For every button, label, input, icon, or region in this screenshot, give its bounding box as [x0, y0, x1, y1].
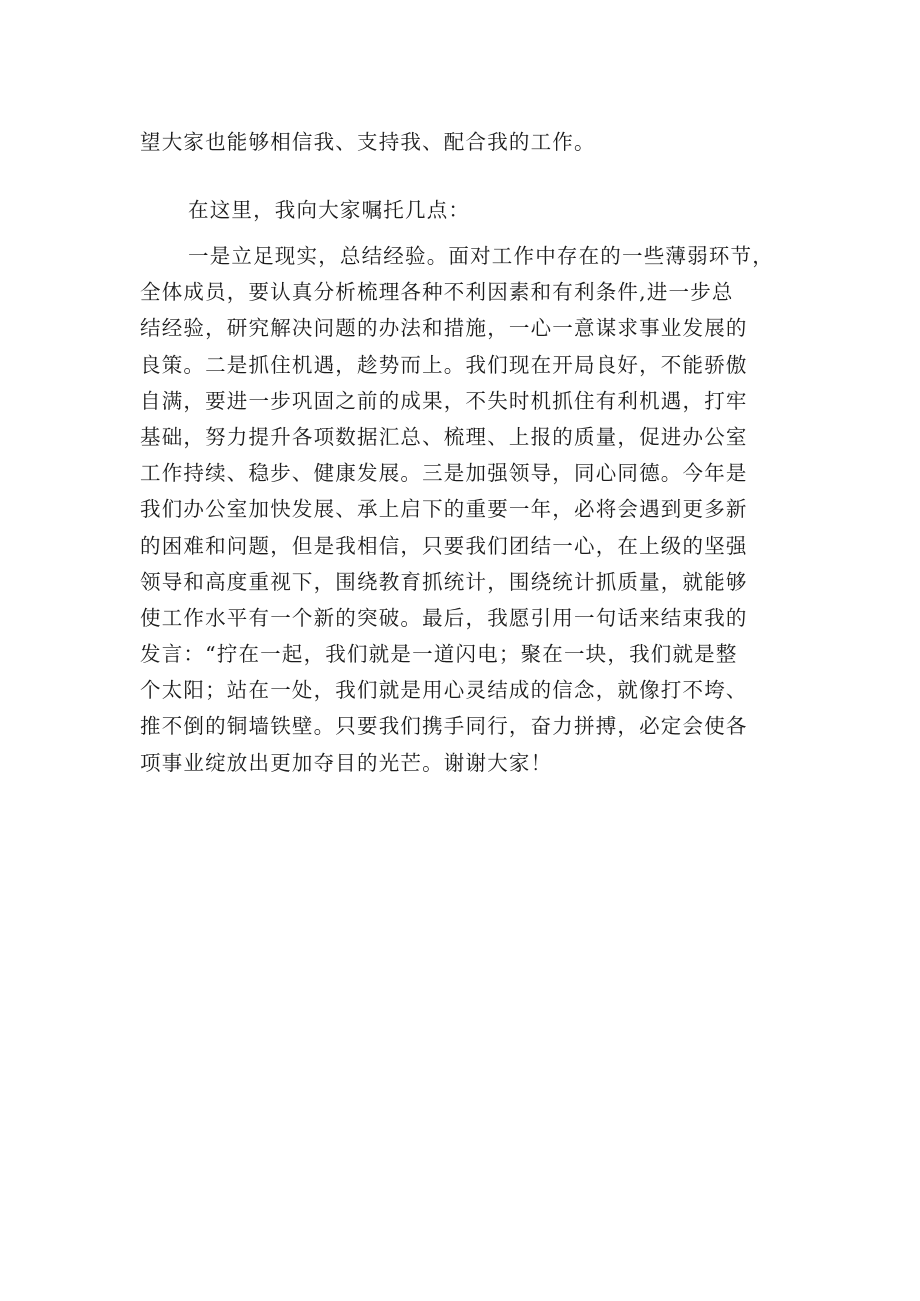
text-line: 良策。二是抓住机遇，趁势而上。我们现在开局良好，不能骄傲	[140, 352, 748, 377]
text-line: 自满，要进一步巩固之前的成果，不失时机抓住有利机遇，打牢	[140, 388, 748, 413]
text-line: 项事业绽放出更加夺目的光芒。谢谢大家！	[140, 750, 553, 775]
text-line: 在这里，我向大家嘱托几点：	[188, 198, 471, 222]
text-line: 基础，努力提升各项数据汇总、梳理、上报的质量，促进办公室	[140, 424, 748, 449]
text-line: 的困难和问题，但是我相信，只要我们团结一心，在上级的坚强	[140, 533, 748, 558]
text-line: 推不倒的铜墙铁壁。只要我们携手同行，奋力拼搏，必定会使各	[140, 714, 748, 739]
text-line: 我们办公室加快发展、承上启下的重要一年，必将会遇到更多新	[140, 497, 748, 522]
text-line: 结经验，研究解决问题的办法和措施，一心一意谋求事业发展的	[140, 316, 748, 341]
text-line: 使工作水平有一个新的突破。最后，我愿引用一句话来结束我的	[140, 605, 748, 630]
text-line: 发言：“拧在一起，我们就是一道闪电；聚在一块，我们就是整	[140, 642, 738, 667]
text-line: 个太阳；站在一处，我们就是用心灵结成的信念，就像打不垮、	[140, 678, 748, 703]
text-line: 领导和高度重视下，围绕教育抓统计，围绕统计抓质量，就能够	[140, 569, 748, 594]
text-line: 一是立足现实，总结经验。面对工作中存在的一些薄弱环节，	[188, 244, 774, 268]
text-line: 望大家也能够相信我、支持我、配合我的工作。	[140, 130, 596, 154]
paragraph-intro	[140, 192, 800, 228]
text-line: 工作持续、稳步、健康发展。三是加强领导，同心同德。今年是	[140, 461, 748, 486]
paragraph-body	[140, 238, 800, 781]
text-line: 全体成员，要认真分析梳理各种不利因素和有利条件,进一步总	[140, 280, 734, 305]
paragraph-continuation	[140, 124, 800, 160]
